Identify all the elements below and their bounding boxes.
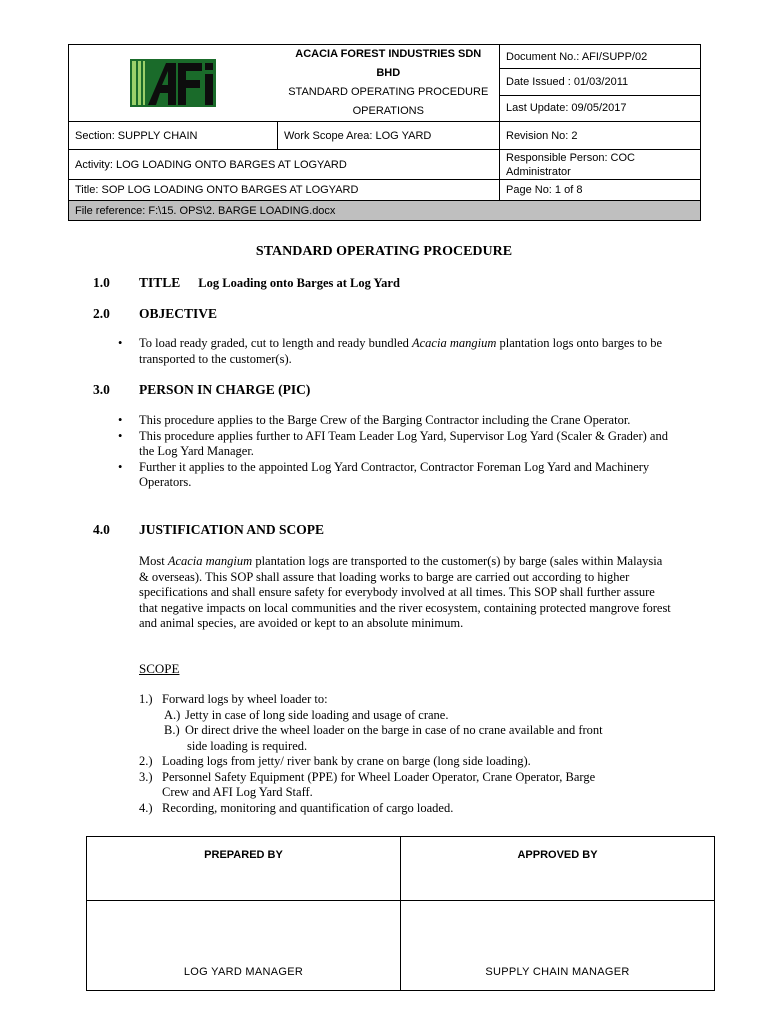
last-update: Last Update: 09/05/2017 bbox=[500, 95, 701, 121]
section-number: 2.0 bbox=[93, 306, 110, 321]
list-item: • To load ready graded, cut to length and ready bundled Acacia mangium plantation logs onto barges to be transported to the customer(s). bbox=[118, 336, 663, 367]
list-item: B.) Or direct drive the wheel loader on the barge in case of no crane available and front bbox=[164, 723, 603, 737]
justification-paragraph: Most Acacia mangium plantation logs are transported to the customer(s) by barge (sales within Malaysia & overseas). This SOP shall assure that loading works to barge are carried out according to higher specifications and shall ensure safety for everybody involved at all times. This SOP shall further assure that negative impacts on local communities and the river ecosystem, containing protected mangrove forest and animal species, are avoided or kept to an absolute minimum. bbox=[139, 554, 671, 630]
section-title: PERSON IN CHARGE (PIC) bbox=[139, 382, 311, 397]
list-item: A.) Jetty in case of long side loading and usage of crane. bbox=[164, 707, 449, 722]
list-item: • This procedure applies further to AFI Team Leader Log Yard, Supervisor Log Yard (Scaler & Grader) and the Log Yard Manager. bbox=[118, 429, 678, 460]
approved-by-label: APPROVED BY bbox=[401, 837, 715, 901]
document-header-table bbox=[68, 44, 701, 221]
section-4-heading bbox=[93, 522, 324, 538]
section-subtitle: Log Loading onto Barges at Log Yard bbox=[198, 276, 400, 290]
section-3-heading bbox=[93, 382, 310, 398]
pic-list bbox=[118, 413, 678, 491]
section-title: JUSTIFICATION AND SCOPE bbox=[139, 522, 325, 537]
list-item: 3.) Personnel Safety Equipment (PPE) for Wheel Loader Operator, Crane Operator, Barge bbox=[139, 769, 596, 784]
company-department: OPERATIONS bbox=[352, 105, 424, 117]
section-number: 3.0 bbox=[93, 382, 110, 397]
section-1-heading bbox=[93, 275, 400, 291]
scope-list bbox=[139, 692, 679, 816]
page-title: STANDARD OPERATING PROCEDURE bbox=[255, 244, 513, 259]
scope-heading: SCOPE bbox=[139, 661, 180, 676]
page-number: Page No: 1 of 8 bbox=[500, 180, 701, 201]
section-title: TITLE bbox=[139, 275, 181, 290]
approved-by-role: SUPPLY CHAIN MANAGER bbox=[401, 901, 715, 991]
responsible-person: Responsible Person: COC Administrator bbox=[500, 150, 701, 180]
list-item: • This procedure applies to the Barge Crew of the Barging Contractor including the Crane Operator. bbox=[118, 413, 678, 429]
objective-list bbox=[118, 336, 663, 367]
list-item: 4.) Recording, monitoring and quantification of cargo loaded. bbox=[139, 800, 454, 815]
logo-cell bbox=[69, 45, 278, 122]
company-subtitle: STANDARD OPERATING PROCEDURE bbox=[288, 86, 489, 98]
list-item: 1.) Forward logs by wheel loader to: bbox=[139, 692, 328, 706]
list-item: • Further it applies to the appointed Log Yard Contractor, Contractor Foreman Log Yard and Machinery Operators. bbox=[118, 460, 678, 491]
section-field: Section: SUPPLY CHAIN bbox=[69, 122, 278, 150]
section-number: 1.0 bbox=[93, 275, 110, 290]
title-field: Title: SOP LOG LOADING ONTO BARGES AT LOGYARD bbox=[69, 180, 500, 201]
section-2-heading bbox=[93, 306, 217, 322]
list-item: 2.) Loading logs from jetty/ river bank by crane on barge (long side loading). bbox=[139, 754, 531, 768]
document-number: Document No.: AFI/SUPP/02 bbox=[500, 45, 701, 69]
afi-logo-icon bbox=[130, 59, 216, 107]
company-block bbox=[278, 45, 500, 122]
species-name: Acacia mangium bbox=[412, 336, 497, 350]
work-scope-field: Work Scope Area: LOG YARD bbox=[278, 122, 500, 150]
prepared-by-label: PREPARED BY bbox=[87, 837, 401, 901]
list-item-continuation: side loading is required. bbox=[187, 738, 308, 753]
signoff-table bbox=[86, 836, 715, 991]
afi-logo bbox=[69, 49, 278, 117]
revision-number: Revision No: 2 bbox=[500, 122, 701, 150]
file-reference: File reference: F:\15. OPS\2. BARGE LOADING.docx bbox=[69, 201, 701, 221]
list-item-continuation: Crew and AFI Log Yard Staff. bbox=[162, 785, 313, 799]
date-issued: Date Issued : 01/03/2011 bbox=[500, 69, 701, 95]
species-name: Acacia mangium bbox=[167, 554, 253, 568]
prepared-by-role: LOG YARD MANAGER bbox=[87, 901, 401, 991]
section-number: 4.0 bbox=[93, 522, 110, 537]
section-title: OBJECTIVE bbox=[139, 306, 218, 321]
company-name: ACACIA FOREST INDUSTRIES SDN BHD bbox=[295, 48, 482, 79]
activity-field: Activity: LOG LOADING ONTO BARGES AT LOGYARD bbox=[69, 150, 500, 180]
